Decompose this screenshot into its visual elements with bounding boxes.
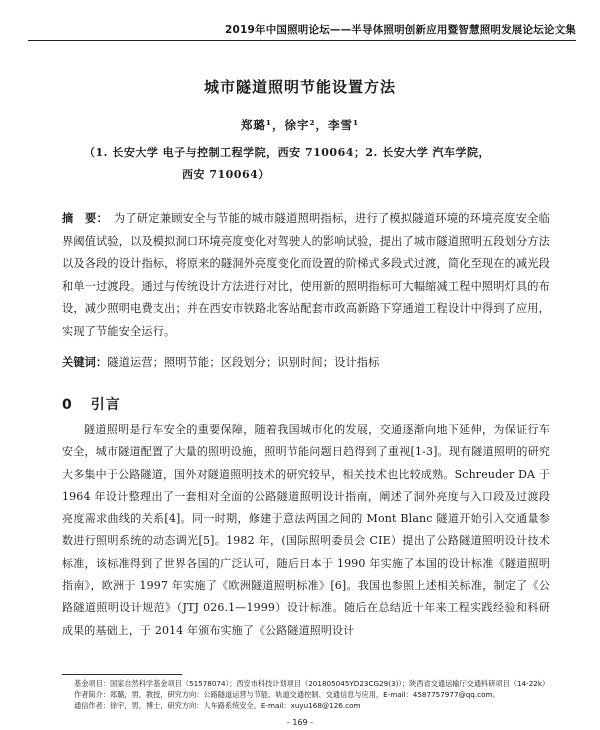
page-number: - 169 -	[286, 718, 314, 727]
affiliation	[84, 142, 560, 186]
footnote-author: 作者简介：郑璐，男，教授，研究方向：公路隧道运营与节能、轨道交通控制、交通信息与应用，E-mail：4587757977@qq.com。	[74, 690, 500, 699]
affiliation-line-1: （1. 长安大学 电子与控制工程学院，西安 710064；2. 长安大学 汽车学院，	[84, 146, 491, 159]
footnote-rule	[62, 674, 182, 675]
section-number: 0	[62, 397, 73, 413]
abstract-text: 为了研定兼顾安全与节能的城市隧道照明指标，进行了模拟隧道环境的环境亮度安全临界阈值试验，以及模拟洞口环境亮度变化对驾驶人的影响试验，提出了城市隧道照明五段划分方法以及各段的设计指标，将原来的隧洞外亮度变化而设置的阶梯式多段式过渡，简化至现在的减光段和单一过渡段。通过与传统设计方法进行对比，使用新的照明指标可大幅缩减工程中照明灯具的布设，减少照明电费支出；并在西安市铁路北客站配套市政高新路下穿通道工程设计中得到了应用，实现了节能安全运行。	[62, 212, 550, 338]
keywords-label: 关键词：	[62, 355, 108, 369]
footnotes	[62, 678, 550, 711]
footnote-fund: 基金项目：国家自然科学基金项目（51578074）；西安市科技计划项目（201805045YD23CG29(3)）；陕西省交通运输厅交通科研项目（14-22k）	[74, 679, 550, 688]
paper-title: 城市隧道照明节能设置方法	[203, 78, 396, 96]
affiliation-line-2: 西安 710064）	[182, 168, 270, 181]
section-heading	[62, 394, 121, 414]
keywords-text: 隧道运营；照明节能；区段划分；识别时间；设计指标	[107, 356, 380, 369]
footnote-contact: 通信作者：徐宇，男，博士，研究方向：人车路系统安全，E-mail：xuyu168@126.com	[74, 701, 361, 710]
body-paragraph: 隧道照明是行车安全的重要保障，随着我国城市化的发展，交通逐渐向地下延伸，为保证行车安全，城市隧道配置了大量的照明设施，照明节能问题日趋得到了重视[1-3]。现有隧道照明的研究大多集中于公路隧道，国外对隧道照明技术的研究较早，相关技术也比较成熟。Schreuder DA 于 1964 年设计整理出了一套相对全面的公路隧道照明设计指南，阐述了洞外亮度与入口段及过渡段亮度需求曲线的关系[4]。同一时期，修建于意法两国之间的 Mont Blanc 隧道开始引入交通量参数进行照明系统的动态调光[5]。1982 年，(国际照明委员会 CIE）提出了公路隧道照明设计技术标准，该标准得到了世界各国的广泛认可，随后日本于 1990 年实施了本国的设计标准《隧道照明指南》，欧洲于 1997 年实施了《欧洲隧道照明标准》[6]。我国也参照上述相关标准，制定了《公路隧道照明设计规范》（JTJ 026.1—1999）设计标准。随后在总结近十年来工程实践经验和科研成果的基础上，于 2014 年颁布实施了《公路隧道照明设计	[62, 423, 550, 637]
header-rule	[28, 40, 576, 41]
author-list: 郑璐¹，徐宇²，李雪¹	[240, 118, 360, 132]
section-title: 引言	[90, 397, 121, 413]
running-header: 2019年中国照明论坛——半导体照明创新应用暨智慧照明发展论坛论文集	[224, 24, 576, 36]
keywords	[62, 351, 550, 375]
abstract-label: 摘 要：	[62, 211, 108, 225]
abstract	[62, 207, 550, 343]
